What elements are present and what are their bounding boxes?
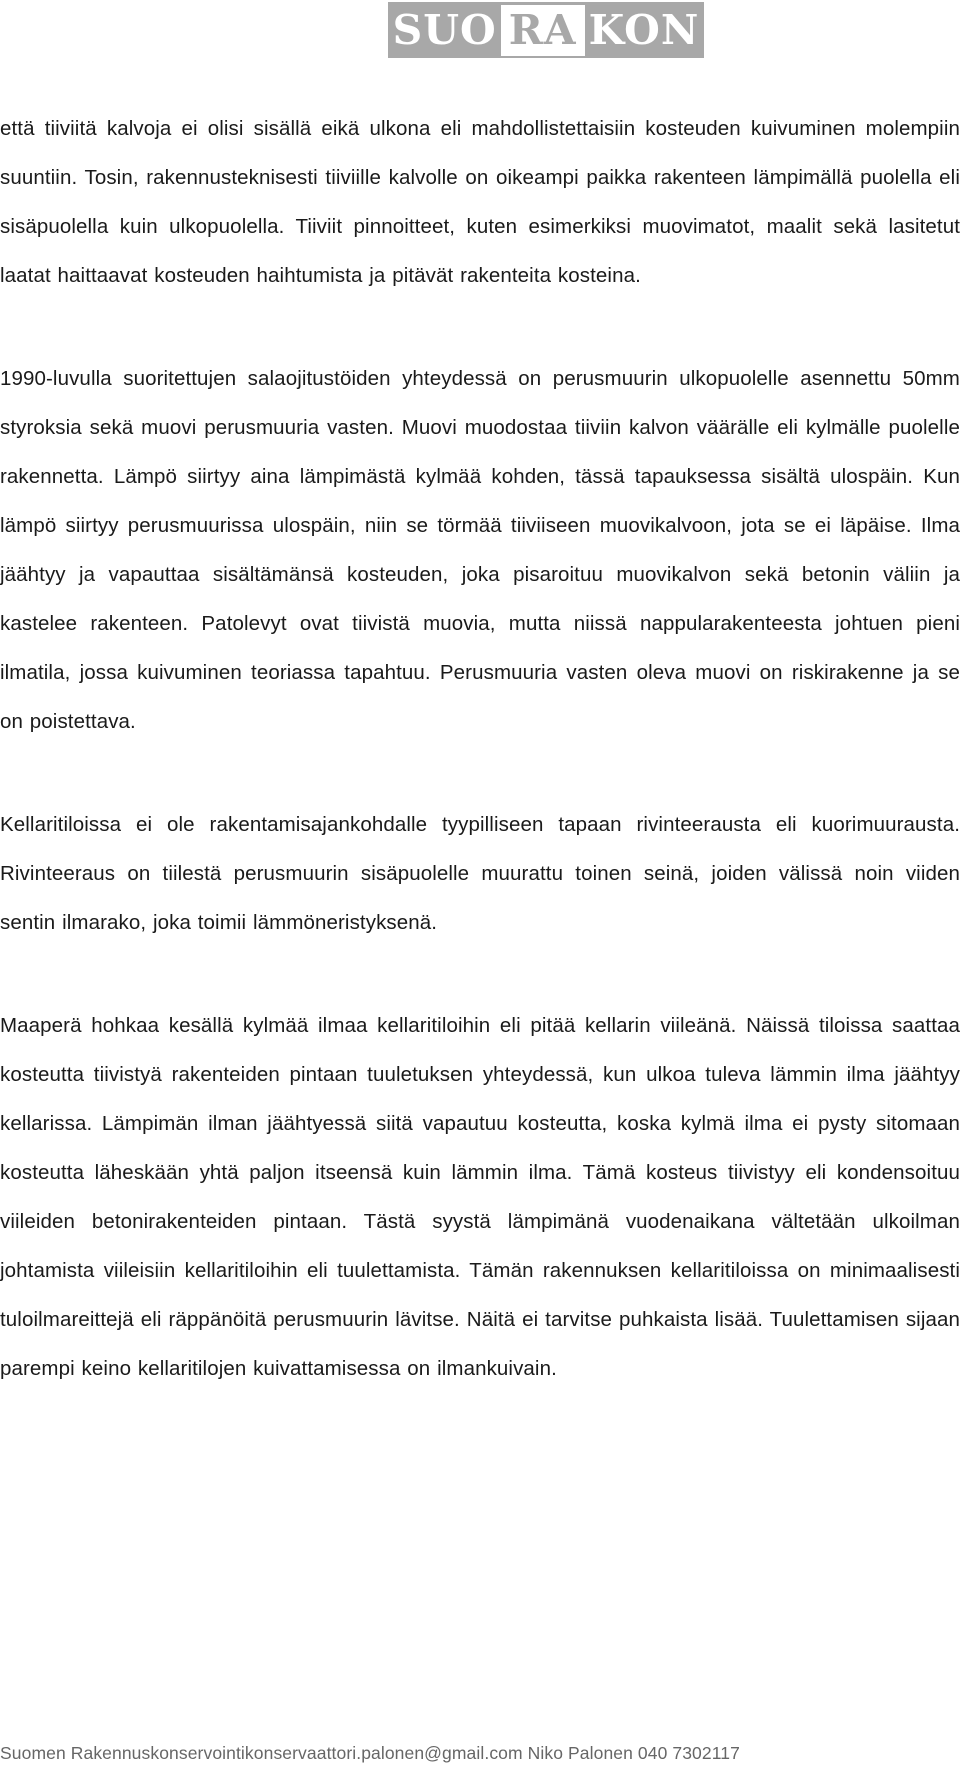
logo [388, 2, 704, 58]
paragraph-membranes: että tiiviitä kalvoja ei olisi sisällä eikä ulkona eli mahdollistettaisiin kosteuden kuivuminen molempiin suuntiin. Tosin, rakennusteknisesti tiiviille kalvolle on oikeampi paikka rakenteen lämpimällä puolella eli sisäpuolella kuin ulkopuolella. Tiiviit pinnoitteet, kuten esimerkiksi muovimatot, maalit sekä lasitetut laatat haittaavat kosteuden haihtumista ja pitävät rakenteita kosteina. [0, 117, 960, 287]
logo-text-kon: KON [588, 5, 700, 54]
page-footer: Suomen Rakennuskonservointikonservaattori.palonen@gmail.com Niko Palonen 040 7302117 [0, 1743, 740, 1763]
logo-text-suo: SUO [392, 5, 497, 54]
paragraph-drainage: 1990-luvulla suoritettujen salaojitustöiden yhteydessä on perusmuurin ulkopuolelle asennettu 50mm styroksia sekä muovi perusmuuria vasten. Muovi muodostaa tiiviin kalvon väärälle eli kylmälle puolelle rakennetta. Lämpö siirtyy aina lämpimästä kylmää kohden, tässä tapauksessa sisältä ulospäin. Kun lämpö siirtyy perusmuurissa ulospäin, niin se törmää tiiviiseen muovikalvoon, jota se ei läpäise. Ilma jäähtyy ja vapauttaa sisältämänsä kosteuden, joka pisaroituu muovikalvon sekä betonin väliin ja kastelee rakenteen. Patolevyt ovat tiivistä muovia, mutta niissä nappularakenteesta johtuen pieni ilmatila, jossa kuivuminen teoriassa tapahtuu. Perusmuuria vasten oleva muovi on riskirakenne ja se on poistettava. [0, 367, 960, 733]
paragraph-basement-walls: Kellaritiloissa ei ole rakentamisajankohdalle tyypilliseen tapaan rivinteerausta eli kuorimuurausta. Rivinteeraus on tiilestä perusmuurin sisäpuolelle muurattu toinen seinä, joiden välissä noin viiden sentin ilmarako, joka toimii lämmöneristyksenä. [0, 813, 960, 934]
logo-text-ra: RA [501, 5, 585, 56]
document-body [0, 104, 960, 1393]
paragraph-ventilation: Maaperä hohkaa kesällä kylmää ilmaa kellaritiloihin eli pitää kellarin viileänä. Näissä tiloissa saattaa kosteutta tiivistyä rakenteiden pintaan tuuletuksen yhteydessä, kun ulkoa tuleva lämmin ilma jäähtyy kellarissa. Lämpimän ilman jäähtyessä siitä vapautuu kosteutta, koska kylmä ilma ei pysty sitomaan kosteutta läheskään yhtä paljon itseensä kuin lämmin ilma. Tämä kosteus tiivistyy eli kondensoituu viileiden betonirakenteiden pintaan. Tästä syystä lämpimänä vuodenaikana vältetään ulkoilman johtamista viileisiin kellaritiloihin eli tuulettamista. Tämän rakennuksen kellaritiloissa on minimaalisesti tuloilmareittejä eli räppänöitä perusmuurin lävitse. Näitä ei tarvitse puhkaista lisää. Tuulettamisen sijaan parempi keino kellaritilojen kuivattamisessa on ilmankuivain. [0, 1014, 960, 1380]
